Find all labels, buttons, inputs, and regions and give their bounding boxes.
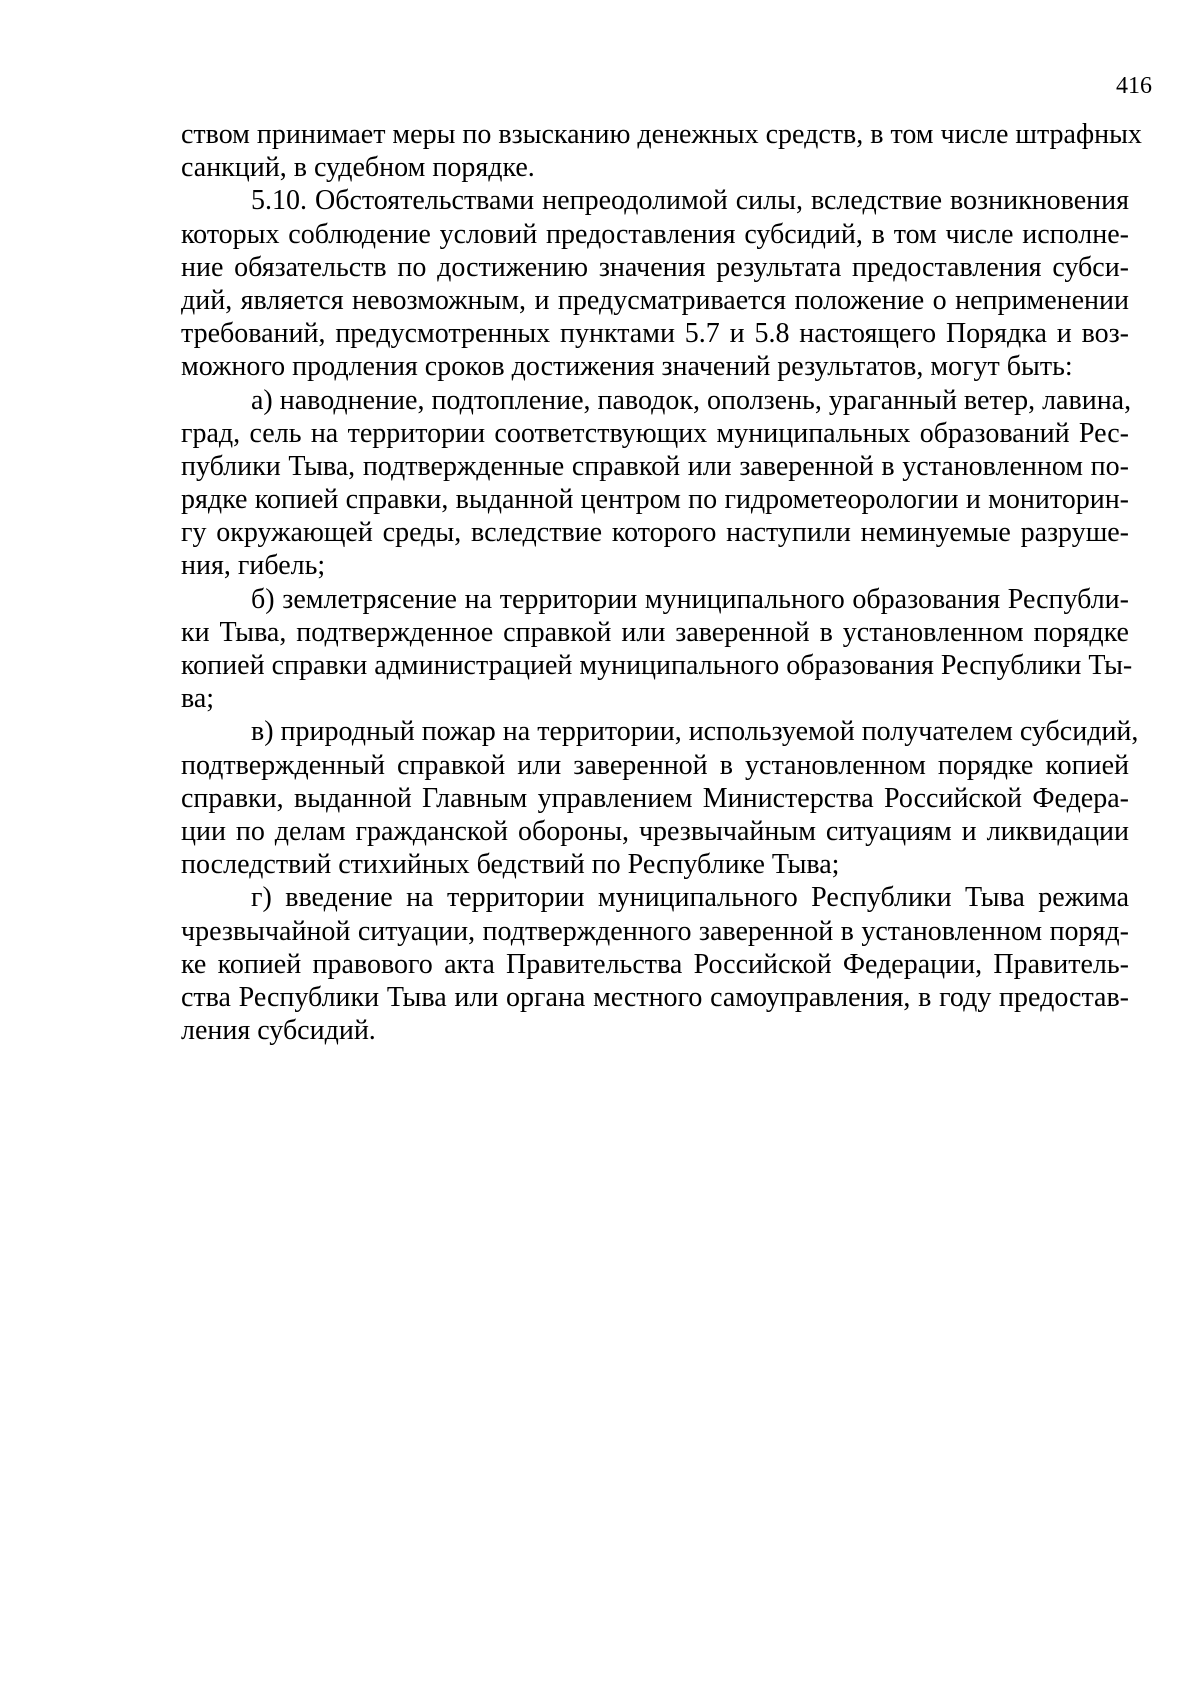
text-line: санкций, в судебном порядке. — [181, 152, 535, 184]
text-line: рядке копией справки, выданной центром по гидрометеорологии и мониторин- — [181, 484, 1129, 516]
text-line: справки, выданной Главным управлением Министерства Российской Федера- — [181, 782, 1129, 814]
text-line: дий, является невозможным, и предусматривается положение о неприменении — [181, 284, 1129, 316]
text-line: ва; — [181, 683, 215, 715]
text-line: б) землетрясение на территории муниципального образования Республи- — [251, 583, 1129, 615]
document-body — [181, 118, 1142, 1047]
text-line: можного продления сроков достижения значений результатов, могут быть: — [181, 351, 1073, 383]
text-line: в) природный пожар на территории, используемой получателем субсидий, — [251, 716, 1139, 748]
text-line: ния, гибель; — [181, 550, 326, 582]
text-line: град, сель на территории соответствующих муниципальных образований Рес- — [181, 417, 1129, 449]
page-number: 416 — [1116, 73, 1152, 99]
text-line: г) введение на территории муниципального Республики Тыва режима — [251, 882, 1129, 914]
text-line: чрезвычайной ситуации, подтвержденного заверенной в установленном поряд- — [181, 915, 1129, 947]
text-line: 5.10. Обстоятельствами непреодолимой силы, вследствие возникновения — [251, 185, 1129, 217]
text-line: требований, предусмотренных пунктами 5.7 и 5.8 настоящего Порядка и воз- — [181, 318, 1129, 350]
text-line: ки Тыва, подтвержденное справкой или заверенной в установленном порядке — [181, 616, 1129, 648]
text-line: ления субсидий. — [181, 1015, 376, 1047]
text-line: ке копией правового акта Правительства Российской Федерации, Правитель- — [181, 948, 1129, 980]
text-line: копией справки администрацией муниципального образования Республики Ты- — [181, 650, 1133, 681]
text-line: последствий стихийных бедствий по Республике Тыва; — [181, 849, 840, 881]
text-line: ства Республики Тыва или органа местного самоуправления, в году предостав- — [181, 981, 1129, 1013]
text-line: которых соблюдение условий предоставления субсидий, в том числе исполне- — [181, 218, 1129, 250]
text-line: ции по делам гражданской обороны, чрезвычайным ситуациям и ликвидации — [181, 815, 1129, 847]
text-line: публики Тыва, подтвержденные справкой или заверенной в установленном по- — [181, 450, 1129, 482]
text-line: ством принимает меры по взысканию денежных средств, в том числе штрафных — [181, 119, 1142, 150]
text-line: ние обязательств по достижению значения результата предоставления субси- — [181, 251, 1129, 283]
text-line: гу окружающей среды, вследствие которого наступили неминуемые разруше- — [181, 517, 1129, 549]
text-line: подтвержденный справкой или заверенной в установленном порядке копией — [181, 749, 1129, 781]
text-line: а) наводнение, подтопление, паводок, оползень, ураганный ветер, лавина, — [251, 384, 1132, 416]
